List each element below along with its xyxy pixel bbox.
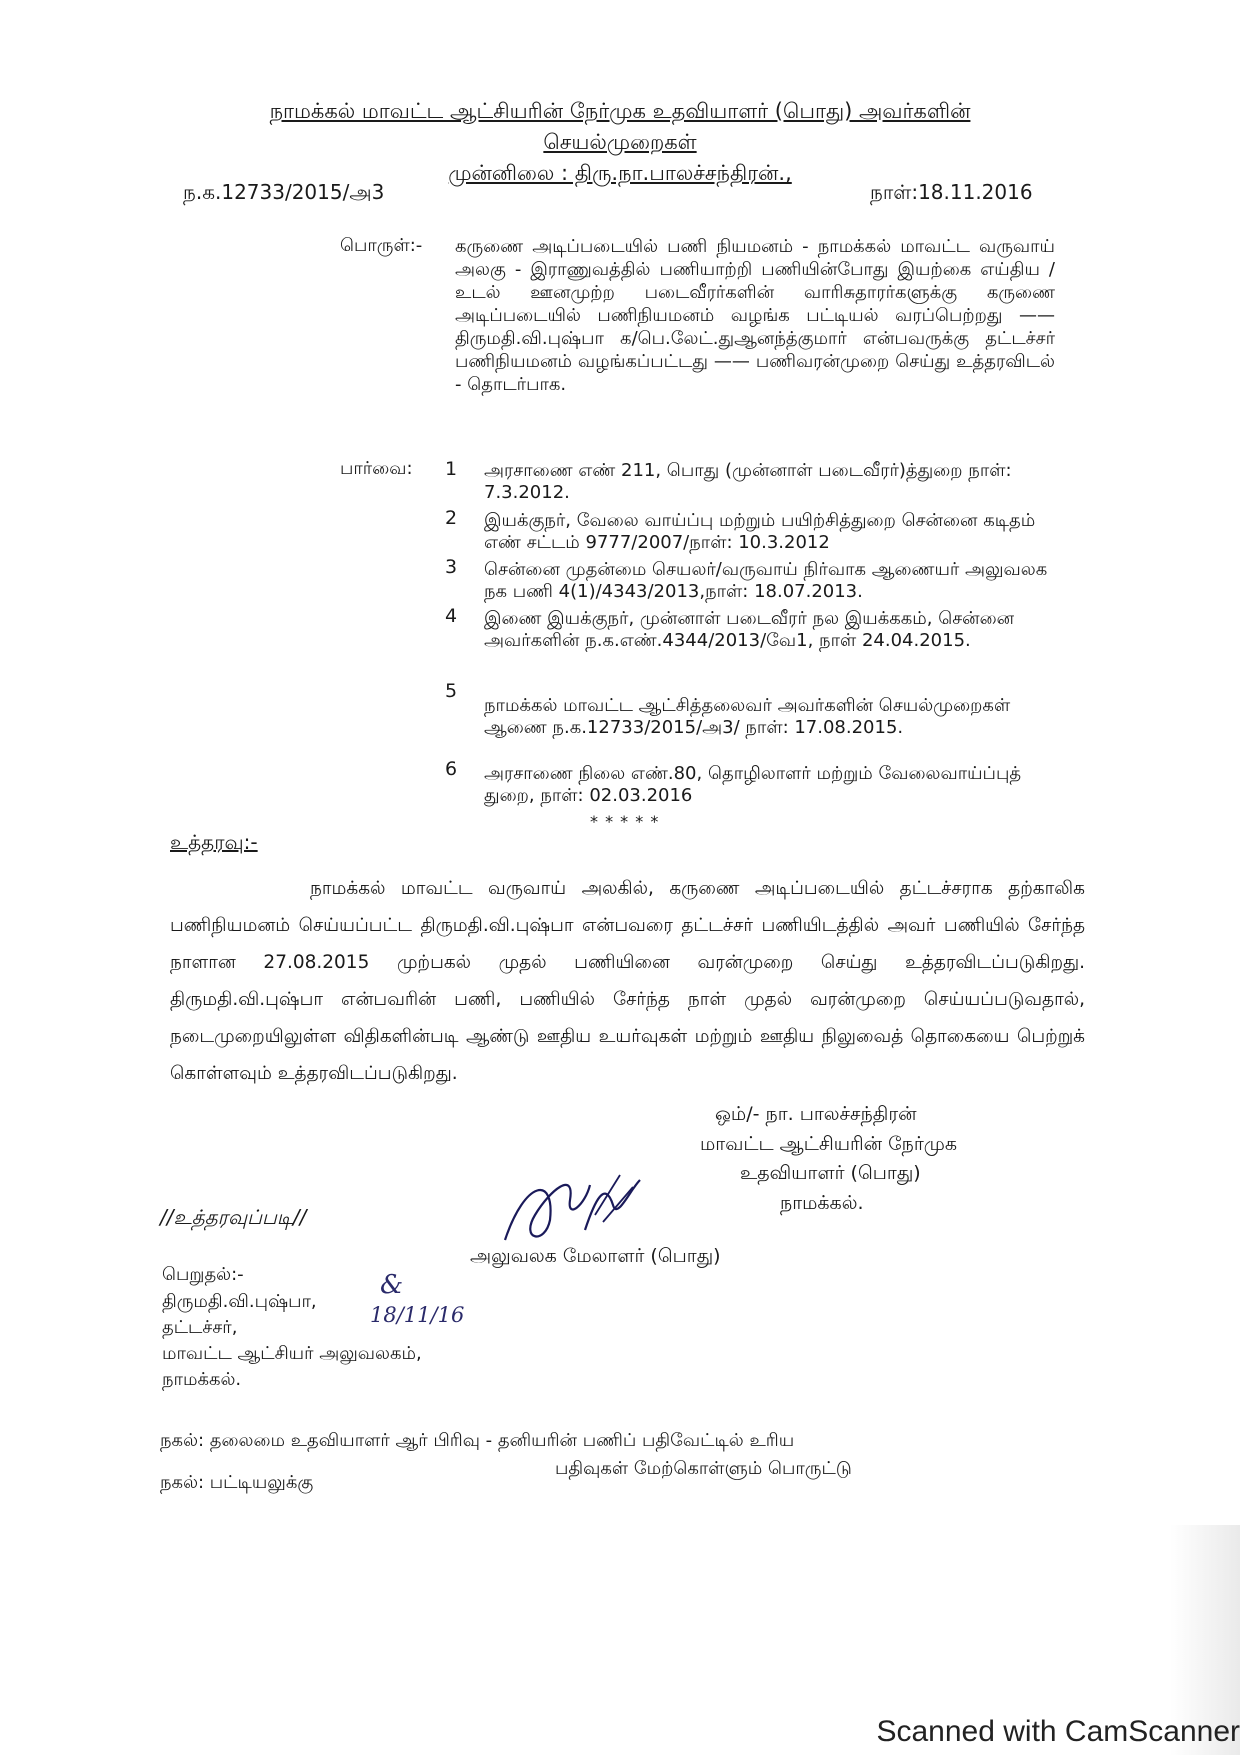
reference-number-6: 6 (445, 758, 458, 780)
recipient-line-4: நாமக்கல். (162, 1369, 242, 1390)
recipient-line-3: மாவட்ட ஆட்சியர் அலுவலகம், (162, 1343, 422, 1364)
reference-number-4: 4 (445, 605, 458, 627)
separator-stars: * * * * * (590, 812, 660, 831)
reference-number-5: 5 (445, 680, 458, 702)
reference-number-2: 2 (445, 507, 458, 529)
signature-designation: மாவட்ட ஆட்சியரின் நேர்முக (700, 1133, 958, 1155)
header-line-2: செயல்முறைகள் (543, 130, 697, 154)
order-heading: உத்தரவு:- (170, 830, 258, 854)
reference-number: ந.க.12733/2015/அ3 (183, 180, 385, 204)
recipient-line-2: தட்டச்சர், (162, 1317, 238, 1338)
copy-to-1: நகல்: தலைமை உதவியாளர் ஆர் பிரிவு - தனியரின் பணிப் பதிவேட்டில் உரிய (160, 1430, 795, 1451)
copy-to-1-continued: பதிவுகள் மேற்கொள்ளும் பொருட்டு (555, 1458, 852, 1479)
header-line-1: நாமக்கல் மாவட்ட ஆட்சியரின் நேர்முக உதவியாளர் (பொது) அவர்களின் (269, 99, 971, 123)
reference-number-1: 1 (445, 458, 458, 480)
header-line-3: முன்னிலை : திரு.நா.பாலச்சந்திரன்., (448, 161, 792, 185)
office-superintendent: அலுவலக மேலாளர் (பொது) (470, 1245, 721, 1267)
reference-text-2: இயக்குநர், வேலை வாய்ப்பு மற்றும் பயிற்சித்துறை சென்னை கடிதம் எண் சட்டம் 9777/2007/நாள்: 10.3.2012 (484, 510, 1036, 553)
subject-label: பொருள்:- (340, 235, 423, 256)
signature-name: ஒம்/- நா. பாலச்சந்திரன் (715, 1103, 917, 1125)
order-paragraph: நாமக்கல் மாவட்ட வருவாய் அலகில், கருணை அடிப்படையில் தட்டச்சராக தற்காலிக பணிநியமனம் செய்யப்பட்ட திருமதி.வி.புஷ்பா என்பவரை தட்டச்சர் பணியிடத்தில் அவர் பணியில் சேர்ந்த நாளான 27.08.2015 முற்பகல் முதல் பணியினை வரன்முறை செய்து உத்தரவிடப்படுகிறது. திருமதி.வி.புஷ்பா என்பவரின் பணி, பணியில் சேர்ந்த நாள் முதல் வரன்முறை செய்யப்படுவதால், நடைமுறையிலுள்ள விதிகளின்படி ஆண்டு ஊதிய உயர்வுகள் மற்றும் ஊதிய நிலுவைத் தொகையை பெற்றுக் கொள்ளவும் உத்தரவிடப்படுகிறது. (170, 878, 1085, 1084)
scanner-watermark: Scanned with CamScanner (876, 1715, 1240, 1748)
recipient-line-1: திருமதி.வி.புஷ்பா, (162, 1291, 317, 1312)
reference-text-6: அரசாணை நிலை எண்.80, தொழிலாளர் மற்றும் வேலைவாய்ப்புத் துறை, நாள்: 02.03.2016 (484, 763, 1022, 806)
reference-text-3: சென்னை முதன்மை செயலர்/வருவாய் நிர்வாக ஆணையர் அலுவலக நக பணி 4(1)/4343/2013,நாள்: 18.07.2013. (484, 559, 1048, 602)
subject-text: கருணை அடிப்படையில் பணி நியமனம் - நாமக்கல் மாவட்ட வருவாய் அலகு - இராணுவத்தில் பணியாற்றி பணியின்போது இயற்கை எய்திய / உடல் ஊனமுற்ற படைவீரர்களின் வாரிசுதாரர்களுக்கு கருணை அடிப்படையில் பணிநியமனம் வழங்க பட்டியல் வரப்பெற்றது —— திருமதி.வி.புஷ்பா க/பெ.லேட்.துஆனந்த்குமார் என்பவருக்கு தட்டச்சர் பணிநியமனம் வழங்கப்பட்டது —— பணிவரன்முறை செய்து உத்தரவிடல் - தொடர்பாக. (455, 236, 1056, 395)
copy-to-2: நகல்: பட்டியலுக்கு (160, 1472, 314, 1493)
reference-number-3: 3 (445, 556, 458, 578)
reference-text-5: நாமக்கல் மாவட்ட ஆட்சித்தலைவர் அவர்களின் செயல்முறைகள் ஆணை ந.க.12733/2015/அ3/ நாள்: 17.08.2015. (484, 695, 1011, 738)
signature-designation-2: உதவியாளர் (பொது) (740, 1162, 921, 1184)
handwritten-initial: & (380, 1270, 404, 1300)
signature-place: நாமக்கல். (780, 1192, 864, 1214)
true-copy-label: //உத்தரவுப்படி// (160, 1205, 307, 1229)
references-label: பார்வை: (340, 458, 413, 479)
reference-text-1: அரசாணை எண் 211, பொது (முன்னாள் படைவீரர்)த்துறை நாள்: 7.3.2012. (484, 460, 1012, 503)
reference-text-4: இணை இயக்குநர், முன்னாள் படைவீரர் நல இயக்ககம், சென்னை அவர்களின் ந.க.எண்.4344/2013/வே1, நாள் 24.04.2015. (484, 608, 1015, 651)
handwritten-date: 18/11/16 (370, 1303, 465, 1327)
recipient-label: பெறுதல்:- (162, 1264, 244, 1285)
handwritten-signature (495, 1160, 655, 1255)
order-date: நாள்:18.11.2016 (870, 180, 1033, 204)
